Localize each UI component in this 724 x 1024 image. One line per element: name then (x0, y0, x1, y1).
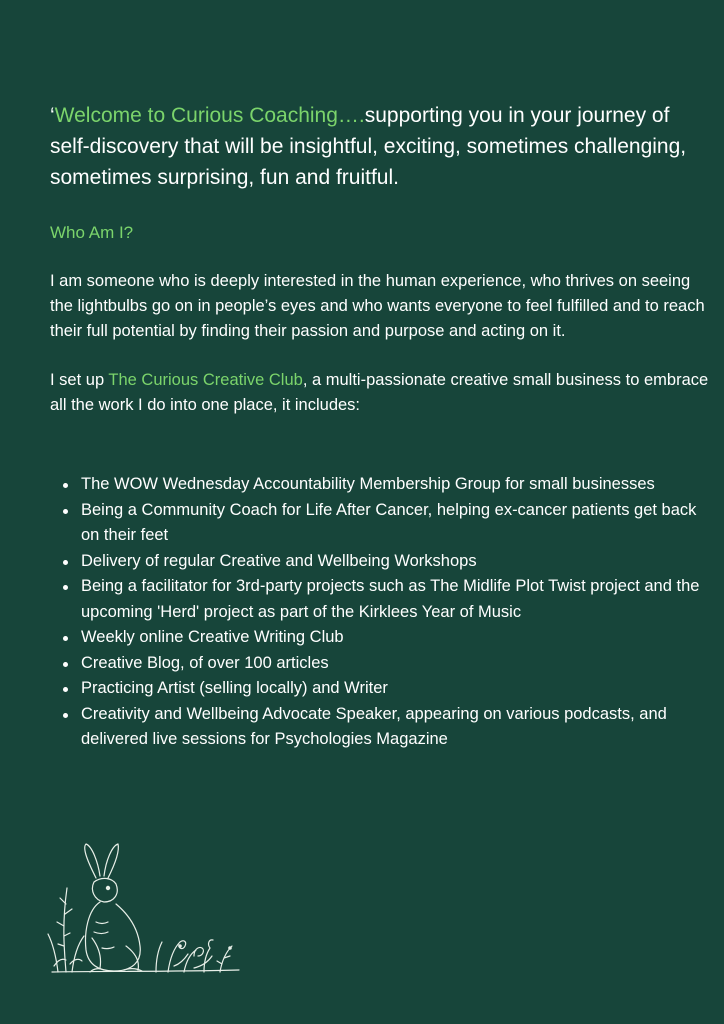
intro-quote-mark: ‘ (50, 104, 55, 127)
club-link[interactable]: The Curious Creative Club (108, 371, 303, 389)
club-text-before: I set up (50, 371, 109, 389)
intro-highlight: Welcome to Curious Coaching…. (54, 104, 365, 127)
list-item: Being a facilitator for 3rd-party projects such as The Midlife Plot Twist project and the upcoming 'Herd' project as part of the Kirklees Year of Music (81, 574, 710, 625)
club-text-after: , a multi-passionate creative small business to embrace all the work I do into one place, it includes: (50, 371, 709, 414)
list-item: The WOW Wednesday Accountability Membership Group for small businesses (81, 472, 710, 498)
bullet-icon (63, 713, 68, 718)
intro-text: supporting you in your journey of self-discovery that will be insightful, exciting, sometimes challenging, sometimes surprising, fun and fruitful. (50, 104, 687, 189)
about-paragraph: I am someone who is deeply interested in the human experience, who thrives on seeing the lightbulbs go on in people’s eyes and who wants everyone to feel fulfilled and to reach their full potential by finding their passion and purpose and acting on it. (50, 272, 705, 340)
list-item: Practicing Artist (selling locally) and Writer (81, 676, 710, 702)
bullet-icon (63, 636, 68, 641)
club-paragraph (50, 368, 710, 418)
bullet-icon (63, 483, 68, 488)
list-item: Weekly online Creative Writing Club (81, 625, 710, 651)
bullet-icon (63, 560, 68, 565)
bullet-icon (63, 585, 68, 590)
list-item: Delivery of regular Creative and Wellbeing Workshops (81, 549, 710, 575)
list-item: Being a Community Coach for Life After Cancer, helping ex-cancer patients get back on their feet (81, 498, 710, 549)
list-item: Creativity and Wellbeing Advocate Speaker, appearing on various podcasts, and delivered live sessions for Psychologies Magazine (81, 702, 710, 753)
bullet-icon (63, 687, 68, 692)
list-item: Creative Blog, of over 100 articles (81, 651, 710, 677)
intro-paragraph (50, 100, 710, 193)
bullet-icon (63, 509, 68, 514)
offerings-list (50, 472, 710, 753)
bullet-icon (63, 662, 68, 667)
hare-illustration-icon (44, 838, 244, 978)
who-am-i-heading: Who Am I? (50, 223, 134, 242)
page-content (50, 100, 710, 753)
